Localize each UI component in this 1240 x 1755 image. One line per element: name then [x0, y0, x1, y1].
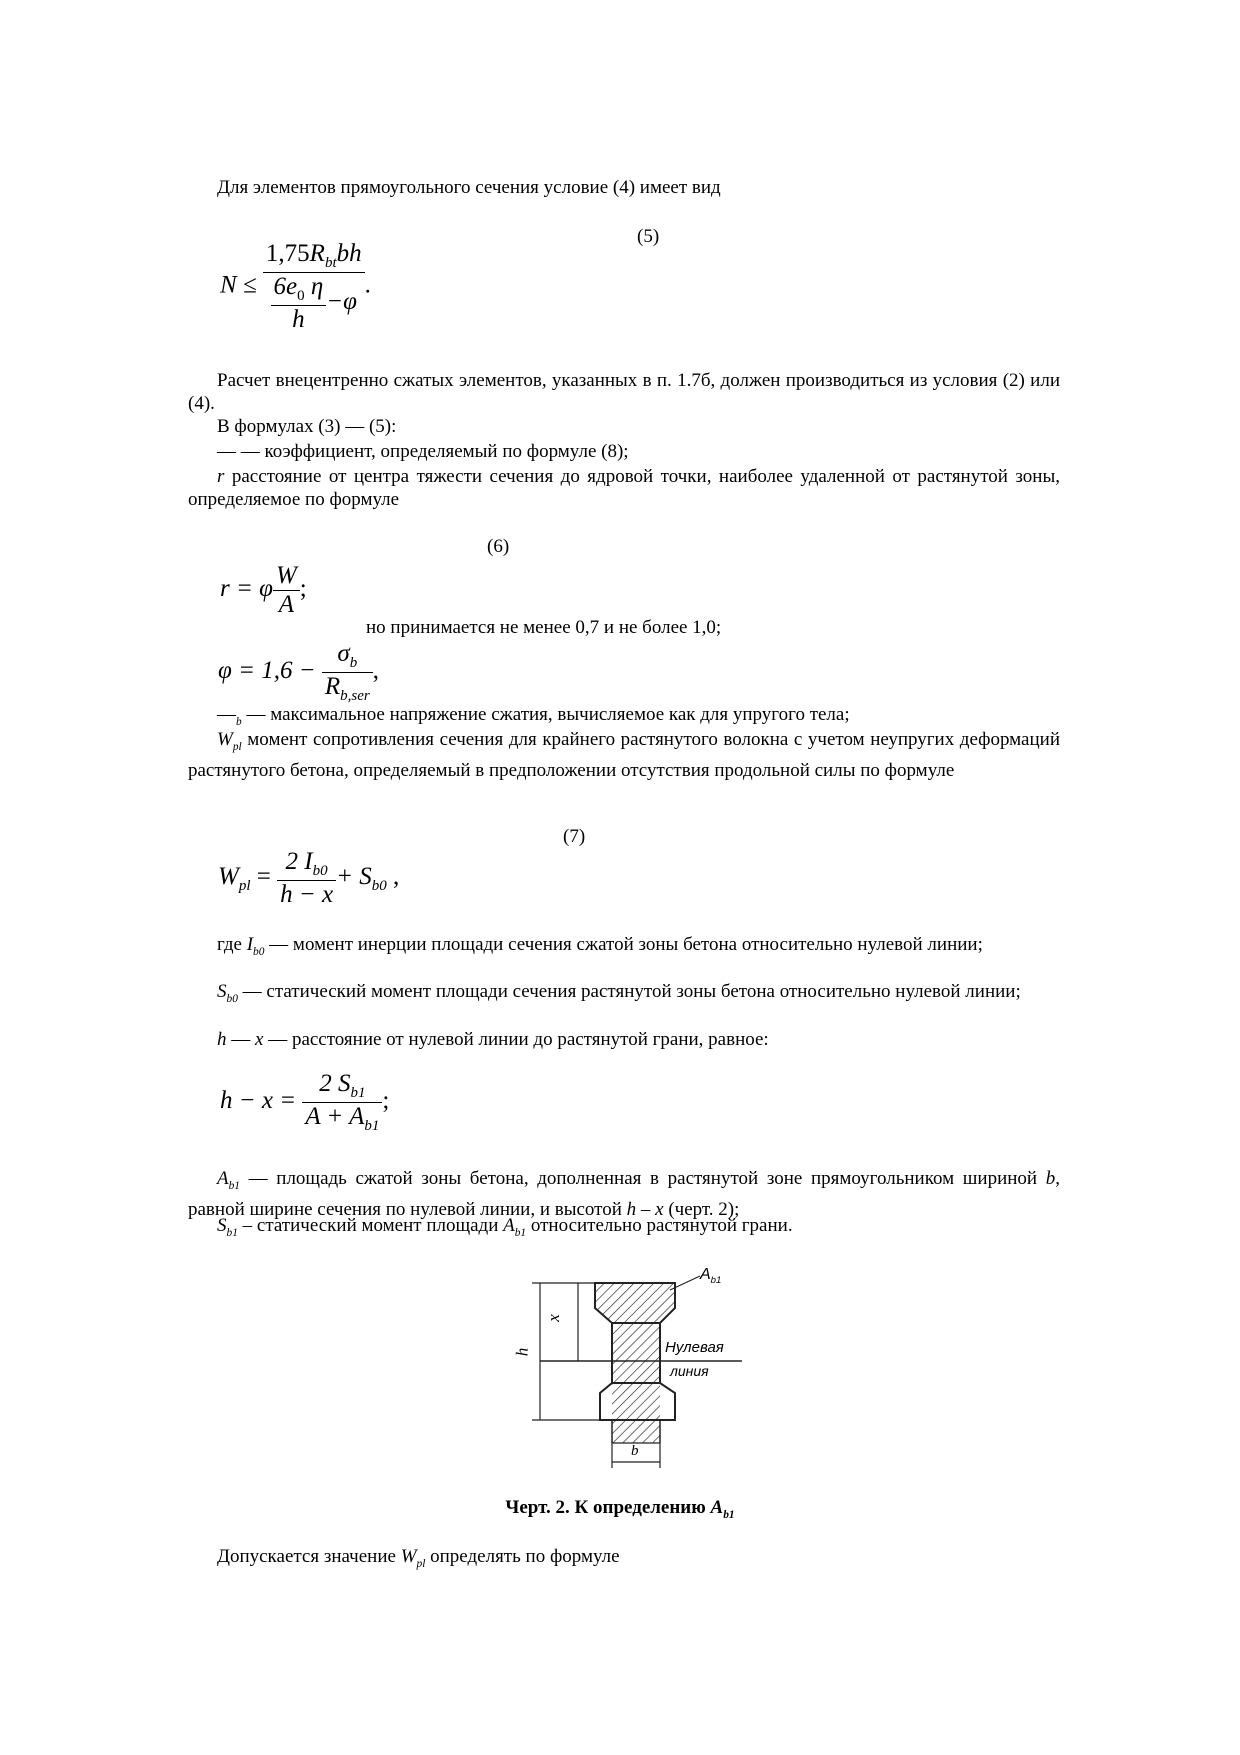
figure-label-b: b	[631, 1443, 639, 1459]
formula-7-W: W	[218, 863, 239, 891]
formula-5-R: R	[309, 240, 325, 267]
formula-8-end: ;	[382, 1087, 390, 1115]
formula-7-numerator	[277, 848, 336, 881]
symbol-x: x	[255, 1029, 264, 1050]
symbol-w: W	[217, 729, 233, 750]
paragraph-intro: Для элементов прямоугольного сечения условие (4) имеет вид	[217, 177, 721, 198]
paragraph-wpl-allowed-a: Допускается значение	[217, 1546, 401, 1567]
formula-5-6e: 6e	[273, 273, 298, 300]
symbol-sigma: —	[217, 704, 236, 725]
paragraph-ib0	[188, 933, 1060, 964]
paragraph-ab1	[188, 1167, 1060, 1221]
formula-5-e-sub: 0	[297, 288, 305, 304]
formula-5-R-sub: bt	[324, 255, 337, 271]
symbol-W-final-sub: pl	[416, 1557, 426, 1570]
paragraph-sigma-text: — максимальное напряжение сжатия, вычисляемое как для упругого тела;	[241, 704, 850, 725]
symbol-A-b1: A	[503, 1215, 515, 1236]
symbol-b: b	[1045, 1168, 1056, 1189]
hatched-top-zone	[595, 1283, 675, 1323]
paragraph-wpl-text: момент сопротивления сечения для крайнего растянутого волокна с учетом неупругих деформаций растянутого бетона, определяемый в предположении отсутствия продольной силы по формуле	[188, 729, 1060, 781]
symbol-sigma-sub: b	[236, 715, 242, 728]
equation-number-5: (5)	[637, 226, 660, 247]
paragraph-r-text: расстояние от центра тяжести сечения до ядровой точки, наиболее удаленной от растянутой зоны, определяемое по формуле	[188, 466, 1060, 510]
symbol-A-sub: b1	[228, 1179, 240, 1192]
formula-phi-fraction	[322, 640, 373, 705]
formula-7	[218, 848, 399, 909]
formula-8-A-plus-A: A + A	[305, 1103, 365, 1130]
formula-5-minus-phi: −φ	[326, 288, 357, 316]
formula-8-lhs: h − x =	[220, 1087, 297, 1115]
formula-phi-end: ,	[372, 657, 379, 685]
symbol-I: I	[246, 934, 254, 955]
paragraph-sb1-b: относительно растянутой грани.	[526, 1215, 793, 1236]
equation-number-7: (7)	[563, 826, 586, 847]
formula-phi-denominator	[322, 673, 373, 705]
symbol-W-final: W	[400, 1546, 417, 1567]
formula-8-numerator	[302, 1070, 382, 1103]
formula-7-S-sub: b0	[371, 878, 387, 895]
figure-label-neutral-1: Нулевая	[665, 1339, 724, 1356]
formula-7-W-sub: pl	[238, 878, 251, 895]
paragraph-wpl-allowed	[188, 1545, 1060, 1576]
formula-8-denominator	[302, 1103, 382, 1135]
figure-label-A-sub: b1	[710, 1275, 722, 1287]
formula-5-numerator	[263, 240, 365, 273]
figure-label-neutral-2: линия	[670, 1363, 709, 1379]
formula-8-A-sub: b1	[364, 1118, 380, 1134]
formula-7-denominator: h − x	[280, 881, 334, 908]
formula-6-lhs: r = φ	[220, 575, 273, 603]
formula-6-fraction	[273, 562, 300, 619]
formula-5	[220, 240, 371, 334]
equation-number-6: (6)	[487, 536, 510, 557]
formula-7-end: ,	[386, 863, 400, 891]
formula-7-fraction	[277, 848, 336, 909]
formula-5-bh: bh	[336, 240, 362, 267]
symbol-S-sub: b0	[226, 992, 238, 1005]
figure-i-section	[520, 1268, 760, 1473]
formula-8-S-sub: b1	[350, 1085, 366, 1101]
formula-7-2I: 2 I	[285, 848, 313, 875]
paragraph-coefficient: — — коэффициент, определяемый по формуле (8);	[217, 441, 629, 462]
formula-5-lhs: N ≤	[220, 271, 257, 299]
paragraph-sb1	[188, 1214, 1060, 1245]
symbol-r: r	[217, 466, 225, 487]
formula-5-inner-fraction	[271, 273, 327, 334]
paragraph-sb0	[188, 980, 1060, 1011]
formula-phi-lhs: φ = 1,6 −	[218, 657, 316, 685]
symbol-w-sub: pl	[232, 740, 242, 753]
symbol-h-x: h – x	[626, 1198, 664, 1220]
symbol-I-sub: b0	[253, 945, 265, 958]
figure-label-h: h	[512, 1347, 532, 1357]
formula-6	[220, 562, 307, 619]
paragraph-wpl-allowed-b: определять по формуле	[425, 1546, 620, 1567]
formula-6-numerator: W	[273, 562, 300, 591]
paragraph-ab1-c: , равной ширине сечения по нулевой линии, и высотой	[188, 1168, 1060, 1220]
paragraph-h-minus-x	[188, 1028, 1060, 1051]
paragraph-wpl	[188, 728, 1060, 782]
formula-h-minus-x	[220, 1070, 389, 1135]
formula-7-equals: =	[256, 863, 271, 891]
formula-phi-sigma-sub: b	[349, 655, 358, 671]
paragraph-hx-text: — расстояние от нулевой линии до растянутой грани, равное:	[263, 1029, 769, 1050]
symbol-S-b1: S	[217, 1215, 227, 1236]
paragraph-eccentric: Расчет внецентренно сжатых элементов, указанных в п. 1.7б, должен производиться из условия (2) или (4).	[188, 370, 1060, 414]
caption-symbol: A	[710, 1497, 724, 1518]
formula-8-2S: 2 S	[319, 1070, 351, 1097]
formula-5-end: .	[364, 271, 371, 299]
formula-phi-numerator	[322, 640, 373, 673]
paragraph-ab1-a: — площадь сжатой зоны бетона, дополненная в растянутой зоне прямоугольником шириной	[240, 1168, 1046, 1189]
formula-6-denominator: A	[278, 591, 294, 618]
paragraph-ib0-pre: где	[217, 934, 247, 955]
symbol-S-b1-sub: b1	[226, 1226, 238, 1239]
formula-8-fraction	[302, 1070, 382, 1135]
caption-symbol-sub: b1	[723, 1508, 735, 1521]
figure-label-ab1	[700, 1266, 721, 1286]
paragraph-ab1-e: (черт. 2);	[663, 1198, 740, 1220]
paragraph-sb1-a: – статический момент площади	[237, 1215, 504, 1236]
symbol-h: h	[217, 1029, 227, 1050]
symbol-dash: —	[226, 1029, 255, 1050]
formula-7-I-sub: b0	[312, 863, 328, 879]
paragraph-in-formulas: В формулах (3) — (5):	[217, 416, 397, 437]
formula-5-inner-den: h	[292, 306, 305, 333]
figure-caption	[0, 1497, 1240, 1521]
formula-7-plus-S: + S	[336, 863, 372, 891]
phi-limits-note: но принимается не менее 0,7 и не более 1,0;	[366, 617, 722, 638]
formula-phi-sigma: σ	[337, 640, 350, 667]
formula-5-eta: η	[310, 273, 324, 300]
paragraph-ib0-text: — момент инерции площади сечения сжатой зоны бетона относительно нулевой линии;	[264, 934, 983, 955]
formula-5-denominator	[263, 273, 365, 334]
formula-6-end: ;	[299, 575, 307, 603]
symbol-A-b1-sub: b1	[514, 1226, 527, 1239]
formula-phi-R-sub: b,ser	[340, 688, 370, 704]
formula-5-inner-num	[271, 273, 327, 306]
symbol-S: S	[217, 981, 227, 1002]
caption-text: Черт. 2. К определению	[505, 1497, 711, 1518]
symbol-A: A	[217, 1168, 229, 1189]
figure-label-x: x	[543, 1314, 563, 1322]
formula-5-fraction	[263, 240, 365, 334]
formula-5-coef: 1,75	[265, 240, 310, 267]
paragraph-sb0-text: — статический момент площади сечения растянутой зоны бетона относительно нулевой линии;	[237, 981, 1021, 1002]
formula-phi-R: R	[324, 673, 341, 700]
figure-label-A: A	[700, 1266, 711, 1283]
formula-phi	[218, 640, 379, 705]
paragraph-r-distance	[188, 465, 1060, 511]
